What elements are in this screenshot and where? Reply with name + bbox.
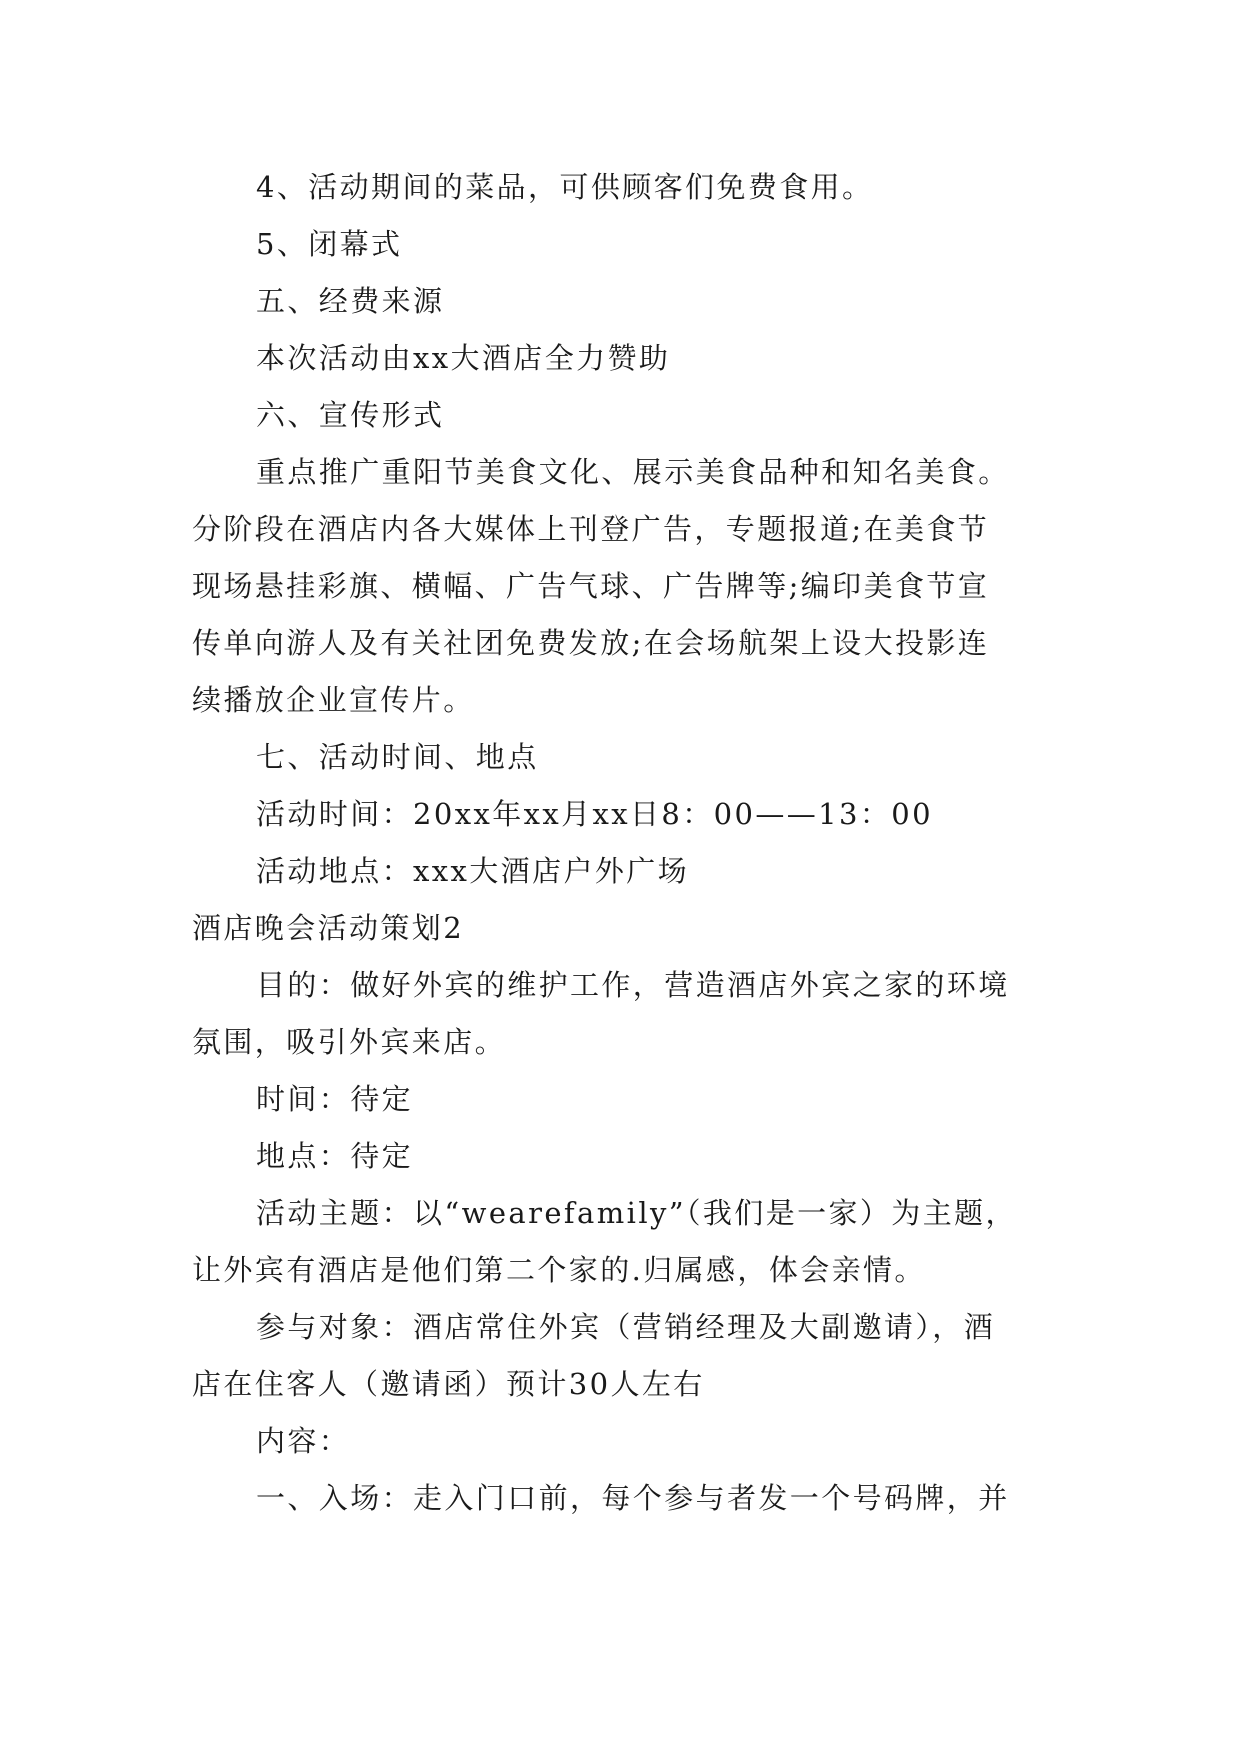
paragraph-participants-line: 参与对象：酒店常住外宾（营销经理及大副邀请），酒 xyxy=(256,1310,996,1344)
paragraph-place: 地点：待定 xyxy=(256,1139,414,1173)
paragraph-promotion-line: 分阶段在酒店内各大媒体上刊登广告，专题报道;在美食节 xyxy=(192,512,990,546)
paragraph-purpose-line: 氛围，吸引外宾来店。 xyxy=(192,1025,507,1059)
section-heading-promotion: 六、宣传形式 xyxy=(256,398,445,432)
paragraph-funding: 本次活动由xx大酒店全力赞助 xyxy=(256,341,671,375)
paragraph-content-label: 内容： xyxy=(256,1424,351,1458)
paragraph-participants-line: 店在住客人（邀请函）预计30人左右 xyxy=(192,1367,705,1401)
paragraph-promotion-line: 传单向游人及有关社团免费发放;在会场航架上设大投影连 xyxy=(192,626,990,660)
list-item-closing: 5、闭幕式 xyxy=(256,227,403,261)
document-title-2: 酒店晚会活动策划2 xyxy=(192,911,465,945)
paragraph-purpose-line: 目的：做好外宾的维护工作，营造酒店外宾之家的环境 xyxy=(256,968,1010,1002)
section-heading-time-place: 七、活动时间、地点 xyxy=(256,740,539,774)
list-item-menu-free: 4、活动期间的菜品，可供顾客们免费食用。 xyxy=(256,170,874,204)
section-heading-funding: 五、经费来源 xyxy=(256,284,445,318)
paragraph-promotion-line: 现场悬挂彩旗、横幅、广告气球、广告牌等;编印美食节宣 xyxy=(192,569,990,603)
paragraph-time: 时间：待定 xyxy=(256,1082,414,1116)
paragraph-event-place: 活动地点：xxx大酒店户外广场 xyxy=(256,854,690,888)
paragraph-theme-line: 活动主题：以“wearefamily”（我们是一家）为主题， xyxy=(256,1196,1017,1230)
paragraph-promotion-line: 重点推广重阳节美食文化、展示美食品种和知名美食。 xyxy=(256,455,1010,489)
paragraph-promotion-line: 续播放企业宣传片。 xyxy=(192,683,475,717)
paragraph-theme-line: 让外宾有酒店是他们第二个家的.归属感，体会亲情。 xyxy=(192,1253,926,1287)
paragraph-event-time: 活动时间：20xx年xx月xx日8：00——13：00 xyxy=(256,797,933,831)
paragraph-entry-line: 一、入场：走入门口前，每个参与者发一个号码牌，并 xyxy=(256,1481,1010,1515)
